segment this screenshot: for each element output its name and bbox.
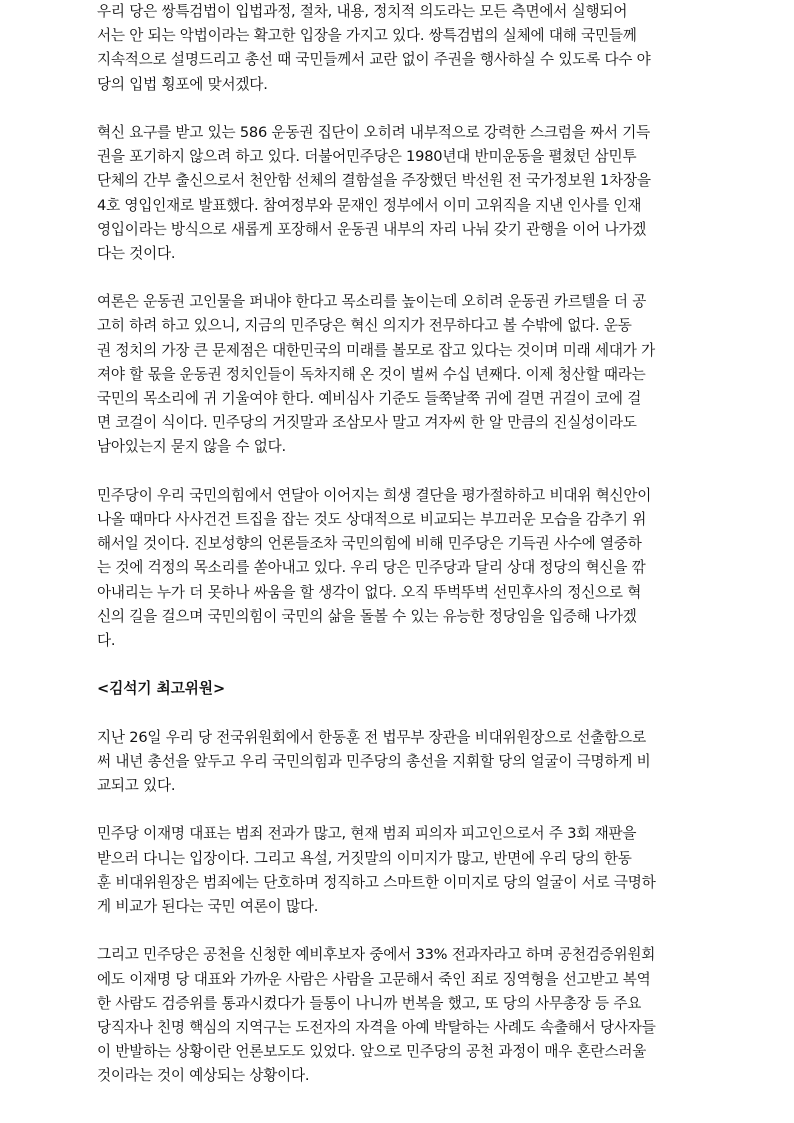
document-body xyxy=(97,0,697,1113)
text-line: 지난 26일 우리 당 전국위원회에서 한동훈 전 법무부 장관을 비대위원장으로 선출함으로 xyxy=(97,728,646,746)
text-line: 서는 안 되는 악법이라는 확고한 입장을 가지고 있다. 쌍특검법의 실체에 대해 국민들께 xyxy=(97,27,637,45)
text-line: 남아있는지 묻지 않을 수 없다. xyxy=(97,438,286,456)
text-line: 당의 입법 횡포에 맞서겠다. xyxy=(97,75,268,93)
text-line: 져야 할 몫을 운동권 정치인들이 독차지해 온 것이 벌써 수십 년째다. 이제 청산할 때라는 xyxy=(97,365,646,383)
paragraph-2 xyxy=(97,121,697,266)
text-line: 훈 비대위원장은 범죄에는 단호하며 정직하고 스마트한 이미지로 당의 얼굴이 서로 극명하 xyxy=(97,873,656,891)
text-line: 아내리는 누가 더 못하나 싸움을 할 생각이 없다. 오직 뚜벅뚜벅 선민후사의 정신으로 혁 xyxy=(97,583,642,601)
text-line: 권을 포기하지 않으려 하고 있다. 더불어민주당은 1980년대 반미운동을 펼쳤던 삼민투 xyxy=(97,148,637,166)
text-line: 받으러 다니는 입장이다. 그리고 욕설, 거짓말의 이미지가 많고, 반면에 우리 당의 한동 xyxy=(97,849,632,867)
text-line: 영입이라는 방식으로 새롭게 포장해서 운동권 내부의 자리 나눠 갖기 관행을 이어 나가겠 xyxy=(97,220,647,238)
text-line: 국민의 목소리에 귀 기울여야 한다. 예비심사 기준도 들쭉날쭉 귀에 걸면 귀걸이 코에 걸 xyxy=(97,390,642,407)
text-line: 것이라는 것이 예상되는 상황이다. xyxy=(97,1067,310,1085)
paragraph-6 xyxy=(97,822,697,919)
paragraph-1 xyxy=(97,0,697,97)
text-line: 다는 것이다. xyxy=(97,244,176,262)
text-line: 면 코걸이 식이다. 민주당의 거짓말과 조삼모사 말고 겨자씨 한 알 만큼의 진실성이라도 xyxy=(97,414,637,432)
paragraph-3 xyxy=(97,290,697,459)
text-line: 고히 하려 하고 있으니, 지금의 민주당은 혁신 의지가 전무하다고 볼 수밖에 없다. 운동 xyxy=(97,317,632,335)
text-line: 게 비교가 된다는 국민 여론이 많다. xyxy=(97,897,319,915)
text-line: 이 반발하는 상황이란 언론보도도 있었다. 앞으로 민주당의 공천 과정이 매우 혼란스러울 xyxy=(97,1043,647,1061)
text-line: 한 사람도 검증위를 통과시켰다가 들통이 나니까 번복을 했고, 또 당의 사무총장 등 주요 xyxy=(97,994,642,1012)
text-line: 교되고 있다. xyxy=(97,777,176,794)
paragraph-5 xyxy=(97,726,697,799)
text-line: 신의 길을 걸으며 국민의힘이 국민의 삶을 돌볼 수 있는 유능한 정당임을 입증해 나가겠 xyxy=(97,607,637,625)
speaker-heading: <김석기 최고위원> xyxy=(97,680,226,698)
text-line: 다. xyxy=(97,631,116,649)
text-line: 4호 영입인재로 발표했다. 참여정부와 문재인 정부에서 이미 고위직을 지낸 인사를 인재 xyxy=(97,196,642,214)
text-line: 지속적으로 설명드리고 총선 때 국민들께서 교란 없이 주권을 행사하실 수 있도록 다수 야 xyxy=(97,51,651,69)
text-line: 민주당 이재명 대표는 범죄 전과가 많고, 현재 범죄 피의자 피고인으로서 주 3회 재판을 xyxy=(97,825,637,843)
paragraph-4 xyxy=(97,484,697,653)
text-line: 여론은 운동권 고인물을 퍼내야 한다고 목소리를 높이는데 오히려 운동권 카르텔을 더 공 xyxy=(97,293,647,311)
text-line: 권 정치의 가장 큰 문제점은 대한민국의 미래를 볼모로 잡고 있다는 것이며 미래 세대가 가 xyxy=(97,341,656,359)
text-line: 써 내년 총선을 앞두고 우리 국민의힘과 민주당의 총선을 지휘할 당의 얼굴이 극명하게 비 xyxy=(97,752,651,770)
text-line: 는 것에 걱정의 목소리를 쏟아내고 있다. 우리 당은 민주당과 달리 상대 정당의 혁신을 깎 xyxy=(97,559,646,577)
text-line: 에도 이재명 당 대표와 가까운 사람은 사람을 고문해서 죽인 죄로 징역형을 선고받고 복역 xyxy=(97,970,651,988)
text-line: 해서일 것이다. 진보성향의 언론들조차 국민의힘에 비해 민주당은 기득권 사수에 열중하 xyxy=(97,535,642,553)
text-line: 단체의 간부 출신으로서 천안함 선체의 결함설을 주장했던 박선원 전 국가정보원 1차장을 xyxy=(97,172,651,190)
text-line: 그리고 민주당은 공천을 신청한 예비후보자 중에서 33% 전과자라고 하며 공천검증위원회 xyxy=(97,946,656,964)
text-line: 우리 당은 쌍특검법이 입법과정, 절차, 내용, 정치적 의도라는 모든 측면에서 실행되어 xyxy=(97,3,628,20)
paragraph-7 xyxy=(97,943,697,1088)
text-line: 나올 때마다 사사건건 트집을 잡는 것도 상대적으로 비교되는 부끄러운 모습을 감추기 위 xyxy=(97,510,647,528)
text-line: 당직자나 친명 핵심의 지역구는 도전자의 자격을 아예 박탈하는 사례도 속출해서 당사자들 xyxy=(97,1018,656,1036)
text-line: 혁신 요구를 받고 있는 586 운동권 집단이 오히려 내부적으로 강력한 스크럼을 짜서 기득 xyxy=(97,123,651,141)
text-line: 민주당이 우리 국민의힘에서 연달아 이어지는 희생 결단을 평가절하하고 비대위 혁신안이 xyxy=(97,486,652,504)
